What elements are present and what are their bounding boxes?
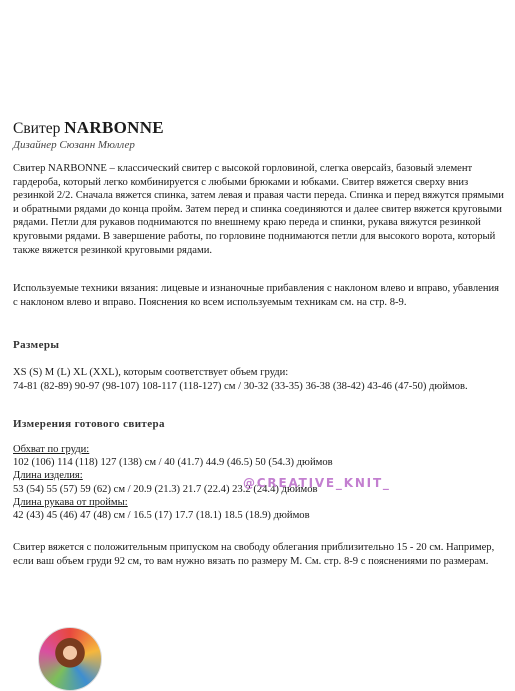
chest-label: Обхват по груди: bbox=[13, 444, 90, 455]
techniques-paragraph: Используемые техники вязания: лицевые и изнаночные прибавления с наклоном влево и вправо, убавления с наклоном влево и вправо. Пояснения ко всем используемым техникам см. на стр. 8-9. bbox=[13, 283, 500, 308]
sizes-section bbox=[13, 366, 505, 393]
avatar bbox=[38, 627, 102, 691]
designer-credit: Дизайнер Сюзанн Мюллер bbox=[13, 139, 135, 151]
title-prefix: Свитер bbox=[13, 120, 65, 137]
sizes-intro: XS (S) M (L) XL (XXL), которым соответствует объем груди: bbox=[13, 367, 289, 378]
chest-value: 102 (106) 114 (118) 127 (138) см / 40 (41.7) 44.9 (46.5) 50 (54.3) дюймов bbox=[13, 457, 333, 469]
sizes-heading: Размеры bbox=[13, 339, 60, 351]
sleeve-label: Длина рукава от проймы: bbox=[13, 496, 128, 508]
watermark: @CREATIVE_KNIT_ bbox=[243, 476, 391, 490]
measurements-heading: Измерения готового свитера bbox=[13, 418, 165, 430]
title-name: NARBONNE bbox=[64, 118, 164, 137]
length-value: 53 (54) 55 (57) 59 (62) см / 20.9 (21.3) 21.7 (22.4) 23.2 (24.4) дюймов bbox=[13, 483, 318, 495]
length-label: Длина изделия: bbox=[13, 470, 83, 482]
page-title bbox=[13, 118, 164, 138]
description-paragraph: Свитер NARBONNE – классический свитер с высокой горловиной, слегка оверсайз, базовый элемент гардероба, который легко комбинируется с любыми брюками и юбками. Свитер вяжется сверху вниз резинкой 2/2. Сначала вяжется спинка, затем левая и правая части переда. Спинка и перед вяжутся прямыми и обратными рядами до конца пройм. Затем перед и спинка соединяются и далее свитер вяжется круговыми рядами. Петли для рукавов поднимаются по внешнему краю переда и спинки, рукава вяжутся резинкой круговыми рядами. В завершение работы, по горловине поднимаются петли для высокого ворота, который также вяжется резинкой круговыми рядами. bbox=[13, 163, 504, 256]
ease-note: Свитер вяжется с положительным припуском на свободу облегания приблизительно 15 - 20 см. Например, если ваш объем груди 92 см, то вам нужно вязать по размеру М. См. стр. 8-9 с пояснениями по размерам. bbox=[13, 542, 495, 567]
sleeve-value: 42 (43) 45 (46) 47 (48) см / 16.5 (17) 17.7 (18.1) 18.5 (18.9) дюймов bbox=[13, 510, 310, 522]
sizes-values: 74-81 (82-89) 90-97 (98-107) 108-117 (118-127) см / 30-32 (33-35) 36-38 (38-42) 43-46 (47-50) дюймов. bbox=[13, 380, 468, 392]
